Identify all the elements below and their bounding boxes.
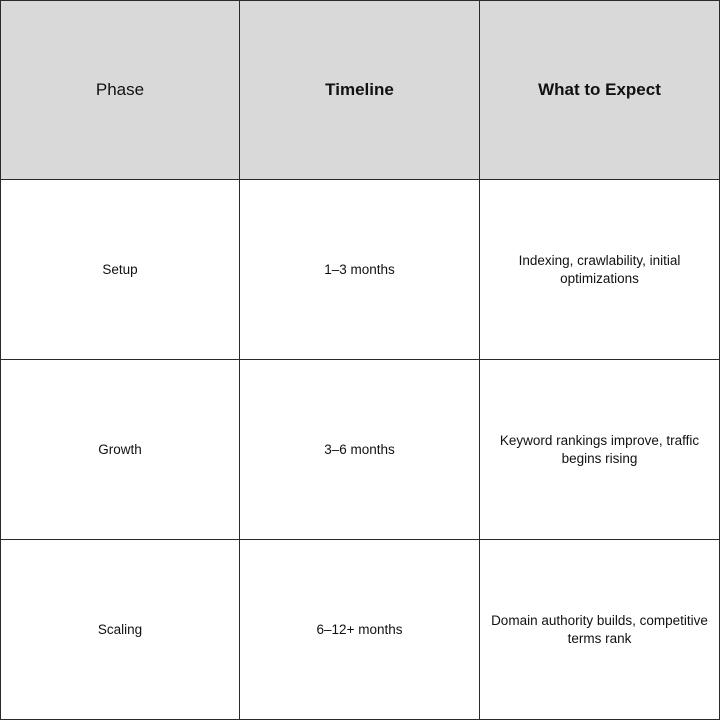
table-cell-expectation (480, 180, 720, 360)
cell-text: 6–12+ months (316, 621, 403, 637)
header-what-to-expect-text: What to Expect (538, 80, 661, 99)
cell-text: Setup (102, 261, 138, 277)
header-phase (0, 0, 240, 180)
table-cell-phase (0, 360, 240, 540)
table-cell-timeline (240, 180, 480, 360)
table-cell-phase (0, 180, 240, 360)
cell-text: Indexing, crawlability, initial optimizations (518, 252, 681, 286)
table-cell-phase (0, 540, 240, 720)
header-phase-text: Phase (95, 80, 145, 99)
header-timeline (240, 0, 480, 180)
table-cell-expectation (480, 360, 720, 540)
cell-text: Keyword rankings improve, traffic begins rising (499, 432, 700, 466)
cell-text: Scaling (97, 621, 143, 637)
cell-text: Growth (98, 441, 142, 457)
header-what-to-expect (480, 0, 720, 180)
header-timeline-text: Timeline (325, 80, 394, 99)
table-cell-expectation (480, 540, 720, 720)
table-cell-timeline (240, 540, 480, 720)
table-cell-timeline (240, 360, 480, 540)
cell-text: 3–6 months (324, 441, 395, 457)
cell-text: Domain authority builds, competitive terms rank (491, 612, 708, 646)
cell-text: 1–3 months (324, 261, 395, 277)
